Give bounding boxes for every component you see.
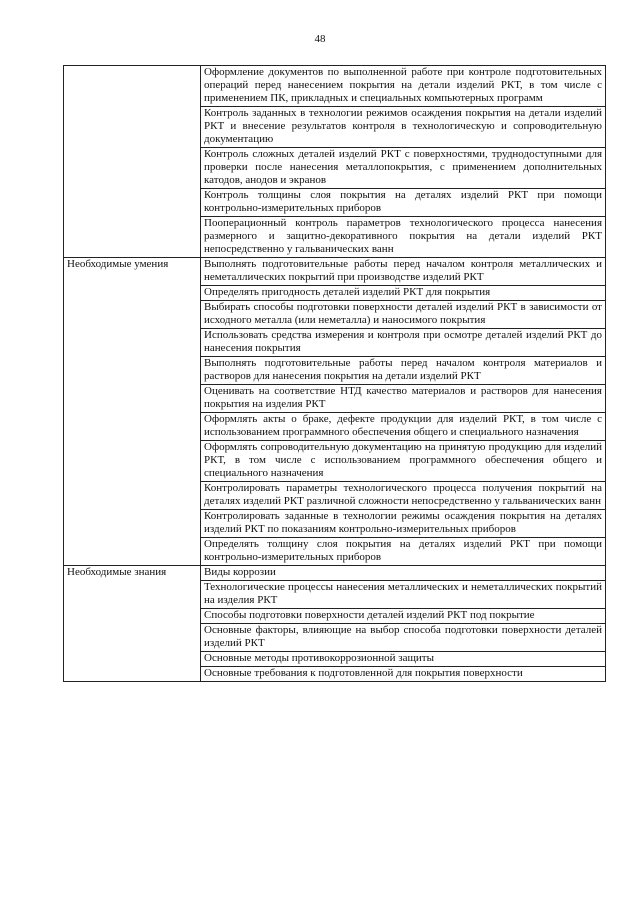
table-cell-item: [201, 581, 606, 609]
item-text: Основные факторы, влияющие на выбор способа подготовки поверхности деталей изделий РКТ: [204, 624, 602, 649]
item-text: Технологические процессы нанесения металлических и неметаллических покрытий на изделия РКТ: [204, 581, 602, 606]
table-row: [64, 66, 606, 107]
item-text: Выполнять подготовительные работы перед началом контроля материалов и растворов для нанесения покрытия на детали изделий РКТ: [204, 357, 602, 382]
section-label: Необходимые знания: [64, 566, 201, 682]
item-text: Основные требования к подготовленной для покрытия поверхности: [204, 667, 523, 679]
table-cell-item: [201, 66, 606, 107]
table-cell-item: [201, 107, 606, 148]
table-cell-item: [201, 189, 606, 217]
item-text: Способы подготовки поверхности деталей изделий РКТ под покрытие: [204, 609, 535, 621]
item-text: Пооперационный контроль параметров технологического процесса нанесения размерного и защитно-декоративного покрытия на детали изделий РКТ непосредственно у гальванических ванн: [204, 217, 602, 255]
table-row: [64, 258, 606, 286]
item-text: Виды коррозии: [204, 566, 276, 578]
table-cell-item: [201, 301, 606, 329]
item-text: Использовать средства измерения и контроля при осмотре деталей изделий РКТ до нанесения покрытия: [204, 329, 602, 354]
table-cell-item: [201, 385, 606, 413]
table-cell-item: [201, 667, 606, 682]
table-cell-item: [201, 624, 606, 652]
item-text: Контролировать параметры технологического процесса получения покрытий на деталях изделий РКТ различной сложности непосредственно у гальванических ванн: [204, 482, 602, 507]
item-text: Основные методы противокоррозионной защиты: [204, 652, 435, 664]
table-cell-item: [201, 482, 606, 510]
table-cell-item: [201, 413, 606, 441]
item-text: Определять толщину слоя покрытия на деталях изделий РКТ при помощи контрольно-измерительных приборов: [204, 538, 602, 563]
table-cell-item: [201, 286, 606, 301]
item-text: Оформление документов по выполненной работе при контроле подготовительных операций перед нанесением покрытия на детали изделий РКТ, в том числе с применением ПК, прикладных и специальных компьютерных программ: [204, 66, 602, 104]
item-text: Оценивать на соответствие НТД качество материалов и растворов для нанесения покрытия на изделия РКТ: [204, 385, 602, 410]
table-cell-item: [201, 148, 606, 189]
table-row: [64, 566, 606, 581]
item-text: Оформлять сопроводительную документацию на принятую продукцию для изделий РКТ, в том числе с использованием программного обеспечения общего и специального назначения: [204, 441, 602, 479]
item-text: Контролировать заданные в технологии режимы осаждения покрытия на деталях изделий РКТ по показаниям контрольно-измерительных приборов: [204, 510, 602, 535]
table-cell-item: [201, 357, 606, 385]
item-text: Контроль толщины слоя покрытия на деталях изделий РКТ при помощи контрольно-измерительных приборов: [204, 189, 602, 214]
table-cell-item: [201, 217, 606, 258]
section-label: Необходимые умения: [64, 258, 201, 566]
item-text: Контроль заданных в технологии режимов осаждения покрытия на детали изделий РКТ и внесение результатов контроля в технологическую и сопроводительную документацию: [204, 107, 602, 145]
requirements-table: [63, 65, 606, 682]
table-cell-item: [201, 329, 606, 357]
table-cell-item: [201, 441, 606, 482]
table-cell-item: [201, 609, 606, 624]
table-cell-item: [201, 510, 606, 538]
page-number: 48: [314, 33, 326, 45]
item-text: Контроль сложных деталей изделий РКТ с поверхностями, труднодоступными для проверки после нанесения металлопокрытия, с применением дополнительных катодов, анодов и экранов: [204, 148, 602, 186]
table-cell-item: [201, 258, 606, 286]
item-text: Выбирать способы подготовки поверхности деталей изделий РКТ в зависимости от исходного металла (или неметалла) и наносимого покрытия: [204, 301, 602, 326]
table-cell-item: [201, 566, 606, 581]
table-cell-item: [201, 652, 606, 667]
item-text: Выполнять подготовительные работы перед началом контроля металлических и неметаллических покрытий при производстве изделий РКТ: [204, 258, 602, 283]
item-text: Оформлять акты о браке, дефекте продукции для изделий РКТ, в том числе с использованием программного обеспечения общего и специального назначения: [204, 413, 602, 438]
item-text: Определять пригодность деталей изделий РКТ для покрытия: [204, 286, 491, 298]
section-label: [64, 66, 201, 258]
table-cell-item: [201, 538, 606, 566]
